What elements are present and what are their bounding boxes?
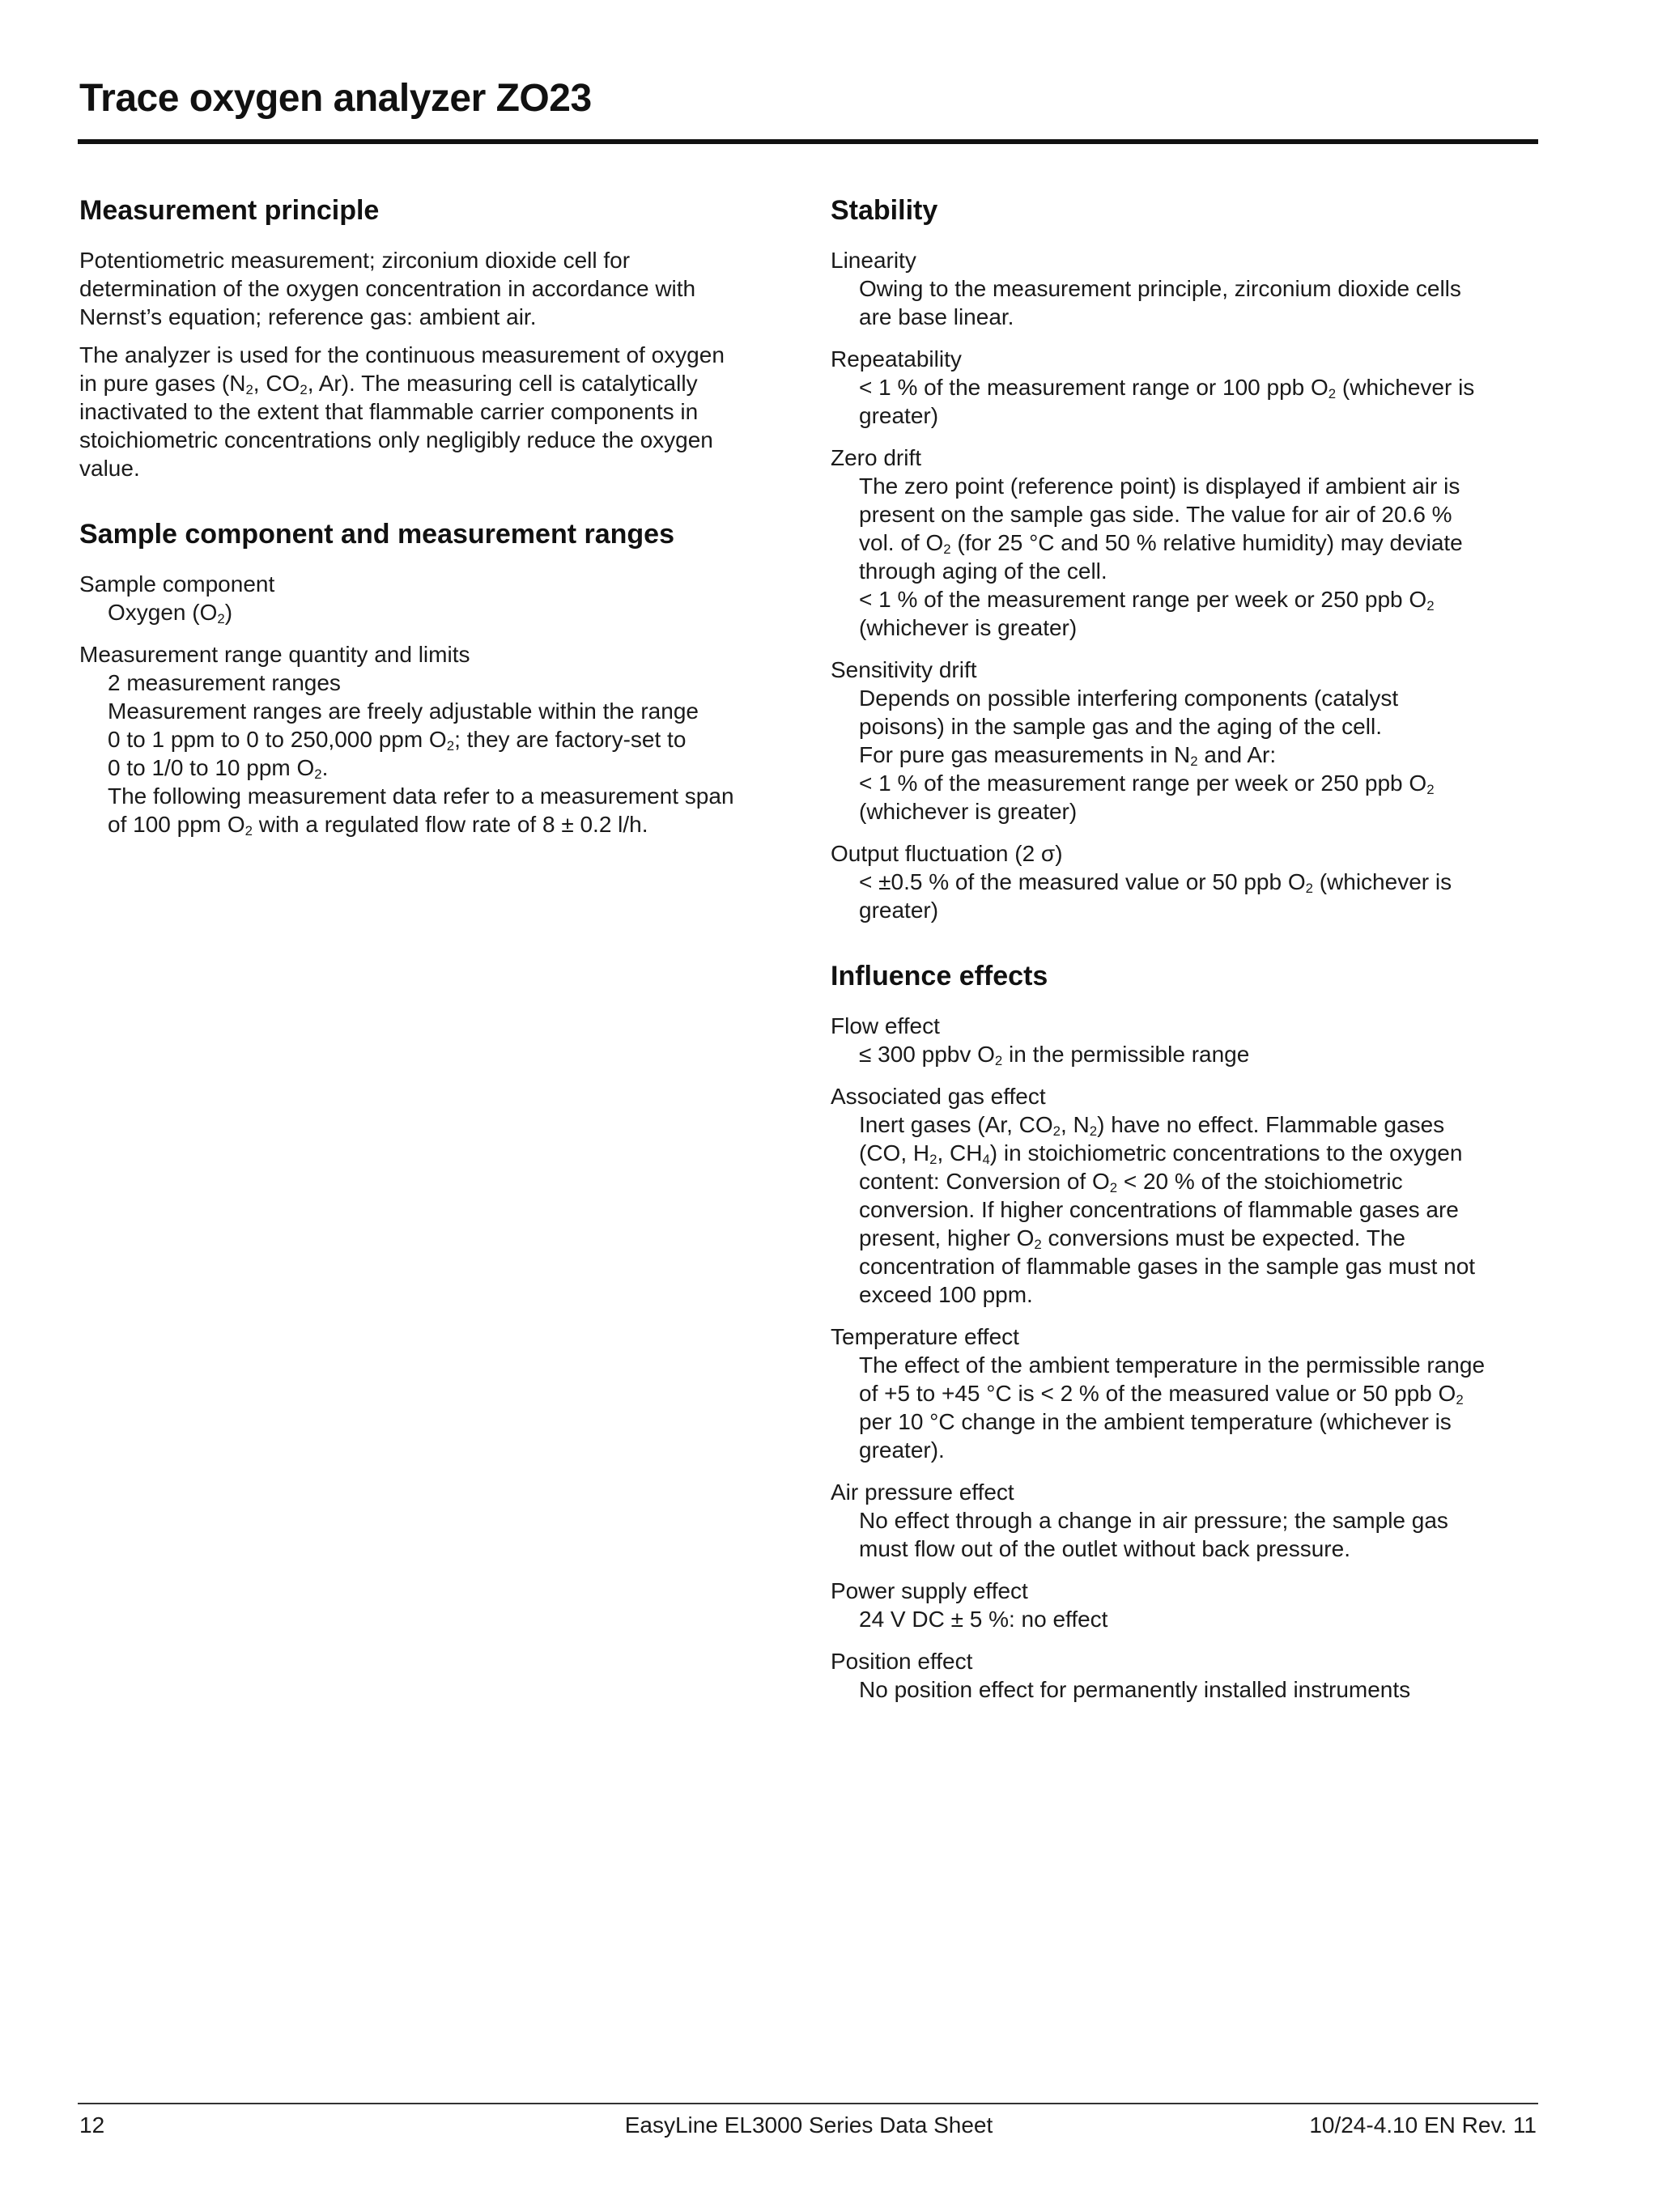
spec-value-line: The zero point (reference point) is displayed if ambient air is: [859, 473, 1460, 499]
footer-document-title: EasyLine EL3000 Series Data Sheet: [624, 2112, 993, 2138]
spec-output-fluctuation-2: [831, 839, 1535, 924]
spec-value-line: (CO, $H_2$, $CH_4$) in stoichiometric concentrations to the oxygen: [859, 1140, 1463, 1168]
spec-value-line: must flow out of the outlet without back pressure.: [859, 1536, 1350, 1561]
spec-value-line: No position effect for permanently installed instruments: [859, 1677, 1411, 1702]
spec-flow-effect: [831, 1012, 1535, 1068]
section-heading: Influence effects: [831, 961, 1048, 991]
paragraph: Potentiometric measurement; zirconium dioxide cell for determination of the oxygen concentration in accordance with Nernst’s equation; reference gas: ambient air.: [79, 248, 696, 329]
right-column: [831, 194, 1535, 1739]
spec-value-line: per 10 °C change in the ambient temperature (whichever is: [859, 1409, 1452, 1434]
spec-value-line: Oxygen $(O_2)$: [108, 600, 233, 627]
spec-value-line: Owing to the measurement principle, zirconium dioxide cells: [859, 276, 1461, 301]
spec-value-line: Inert gases (Ar, $CO_2$, $N_2$) have no effect. Flammable gases: [859, 1112, 1445, 1140]
spec-sensitivity-drift: [831, 656, 1535, 826]
spec-value-line: For pure gas measurements in $N_2$ and Ar:: [859, 742, 1277, 770]
spec-value-line: 0 to 1 ppm to 0 to 250,000 ppm $O_2$; they are factory-set to: [108, 727, 687, 754]
spec-value-line: greater): [859, 403, 939, 428]
spec-value-line: are base linear.: [859, 304, 1014, 329]
spec-label: Measurement range quantity and limits: [79, 642, 470, 667]
spec-value-line: < 1 % of the measurement range per week or 250 ppb $O_2$: [859, 587, 1435, 614]
spec-label: Sensitivity drift: [831, 657, 977, 682]
section-sample-component-and-measurement-ranges: [79, 518, 784, 839]
spec-label: Linearity: [831, 248, 916, 273]
spec-repeatability: [831, 345, 1535, 430]
spec-value-line: The following measurement data refer to a measurement span: [108, 783, 734, 809]
spec-label: Power supply effect: [831, 1578, 1028, 1603]
spec-zero-drift: [831, 444, 1535, 642]
spec-linearity: [831, 246, 1535, 331]
spec-label: Sample component: [79, 571, 275, 597]
section-heading: Sample component and measurement ranges: [79, 519, 674, 550]
spec-value-line: through aging of the cell.: [859, 558, 1107, 584]
section-influence-effects: [831, 960, 1535, 1704]
spec-label: Associated gas effect: [831, 1084, 1046, 1109]
spec-value-line: of +5 to +45 °C is < 2 % of the measured value or 50 ppb $O_2$: [859, 1381, 1464, 1408]
footer-revision: 10/24-4.10 EN Rev. 11: [1309, 2112, 1537, 2138]
spec-sample-component: [79, 570, 784, 626]
spec-value-line: of 100 ppm $O_2$ with a regulated flow rate of 8 ± 0.2 l/h.: [108, 812, 648, 839]
footer-page-number: 12: [79, 2112, 105, 2138]
spec-value-line: < 1 % of the measurement range or 100 ppb $O_2$ (whichever is: [859, 375, 1475, 402]
spec-label: Position effect: [831, 1649, 973, 1674]
page-title: Trace oxygen analyzer ZO23: [79, 77, 592, 120]
spec-value-line: The effect of the ambient temperature in the permissible range: [859, 1352, 1486, 1378]
title-divider: [78, 139, 1538, 144]
spec-value-line: No effect through a change in air pressure; the sample gas: [859, 1508, 1448, 1533]
spec-label: Flow effect: [831, 1013, 940, 1038]
spec-value-line: Measurement ranges are freely adjustable within the range: [108, 698, 699, 724]
section-stability: [831, 194, 1535, 924]
spec-label: Repeatability: [831, 346, 962, 371]
spec-value-line: ≤ 300 ppbv $O_2$ in the permissible range: [859, 1042, 1250, 1069]
spec-value-line: content: Conversion of $O_2 < 20$ % of the stoichiometric: [859, 1169, 1403, 1196]
spec-value-line: (whichever is greater): [859, 799, 1078, 824]
spec-associated-gas-effect: [831, 1082, 1535, 1309]
spec-value-line: 24 V DC ± 5 %: no effect: [859, 1607, 1108, 1632]
spec-label: Temperature effect: [831, 1324, 1019, 1349]
spec-temperature-effect: [831, 1323, 1535, 1464]
spec-value-line: present, higher $O_2$ conversions must be expected. The: [859, 1225, 1405, 1253]
spec-value-line: 0 to 1/0 to 10 ppm $O_2$.: [108, 755, 329, 783]
paragraph: The analyzer is used for the continuous measurement of oxygen in pure gases ($N_2$, $CO_2$, Ar). The measuring cell is catalytically inactivated to the extent that flammable carrier components in stoichiometric concentrations only negligibly reduce the oxygen value.: [79, 342, 725, 481]
spec-value-line: greater): [859, 898, 939, 923]
section-heading: Measurement principle: [79, 195, 380, 226]
section-heading: Stability: [831, 195, 938, 226]
spec-value-line: Depends on possible interfering components (catalyst: [859, 686, 1399, 711]
left-column: [79, 194, 784, 874]
spec-value-line: conversion. If higher concentrations of flammable gases are: [859, 1197, 1459, 1222]
spec-air-pressure-effect: [831, 1478, 1535, 1563]
footer-divider: [78, 2103, 1538, 2104]
spec-label: Zero drift: [831, 445, 922, 470]
spec-value-line: (whichever is greater): [859, 615, 1078, 640]
spec-value-line: exceed 100 ppm.: [859, 1282, 1033, 1307]
spec-value-line: < 1 % of the measurement range per week or 250 ppb $O_2$: [859, 771, 1435, 798]
spec-measurement-range-quantity-and-limits: [79, 640, 784, 839]
spec-value-line: vol. of $O_2$ (for 25 °C and 50 % relative humidity) may deviate: [859, 530, 1463, 558]
spec-value-line: poisons) in the sample gas and the aging of the cell.: [859, 714, 1382, 739]
spec-position-effect: [831, 1647, 1535, 1704]
spec-value-line: < ±0.5 % of the measured value or 50 ppb $O_2$ (whichever is: [859, 869, 1452, 897]
spec-value-line: concentration of flammable gases in the sample gas must not: [859, 1254, 1476, 1279]
spec-label: Output fluctuation (2 σ): [831, 841, 1063, 866]
spec-label: Air pressure effect: [831, 1480, 1014, 1505]
section-measurement-principle: [79, 194, 784, 482]
spec-value-line: present on the sample gas side. The value for air of 20.6 %: [859, 502, 1452, 527]
spec-power-supply-effect: [831, 1577, 1535, 1633]
spec-value-line: greater).: [859, 1437, 945, 1463]
spec-value-line: 2 measurement ranges: [108, 670, 341, 695]
